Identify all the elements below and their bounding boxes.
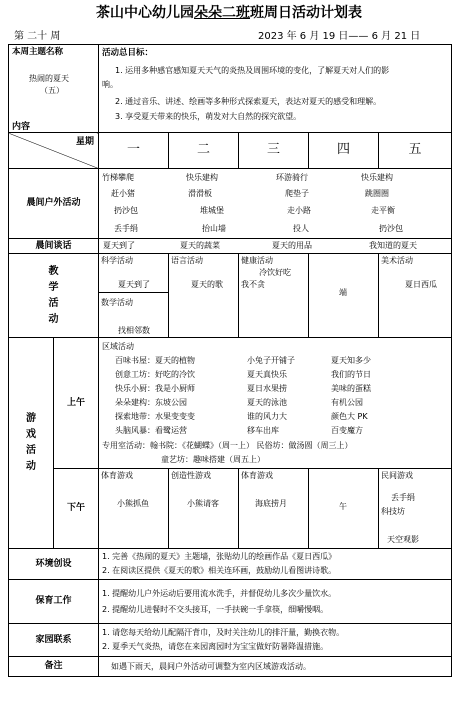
language-content: 夏天的歌 — [191, 280, 223, 289]
area-item: 快乐小厨：我是小厨师 — [115, 384, 195, 393]
goal-item: 1. 运用多种感官感知夏天天气的炎热及周围环境的变化，了解夏天对人们的影 — [115, 66, 390, 75]
kindergarten-name: 茶山中心幼儿园 — [96, 5, 194, 21]
goal-item: 3. 享受夏天带来的快乐，萌发对大自然的探究欲望。 — [115, 112, 302, 121]
family-item: 1. 请您每天给幼儿配隔汗背巾，及时关注幼儿的排汗量，勤换衣物。 — [102, 628, 345, 637]
content-label: 内容 — [12, 121, 31, 132]
activity-item: 竹梯攀爬 — [102, 173, 134, 182]
weekly-plan-table — [8, 44, 452, 677]
page-title — [0, 2, 458, 22]
talk-item: 夏天到了 — [103, 241, 135, 250]
goal-item: 响。 — [102, 80, 118, 89]
afternoon-wednesday — [239, 469, 309, 549]
games-label-char: 戏 — [26, 429, 36, 440]
goals-cell — [99, 45, 452, 133]
morning-label: 上午 — [54, 338, 99, 469]
teaching-wednesday — [239, 254, 309, 338]
thursday-text: 端 — [339, 288, 347, 297]
games-label-char: 活 — [26, 445, 36, 456]
date-range: 2023 年 6 月 19 日—— 6 月 21 日 — [258, 31, 421, 42]
afternoon-game: 午 — [339, 502, 347, 511]
area-item: 创意工坊：好吃的冷饮 — [115, 370, 195, 379]
title-suffix: 班周日活动计划表 — [250, 5, 362, 21]
games-label-char: 动 — [26, 461, 36, 472]
day-friday: 五 — [379, 133, 452, 169]
area-item: 颜色大 PK — [331, 412, 368, 421]
afternoon-friday — [379, 469, 452, 549]
area-item: 探索地带：水果变变变 — [115, 412, 195, 421]
theme-cell — [9, 45, 99, 133]
health-content: 冷饮好吃 — [259, 268, 291, 277]
activity-item: 爬垫子 — [285, 189, 309, 198]
area-item: 头脑风暴：看鹭运营 — [115, 426, 187, 435]
activity-item: 丢手绢 — [114, 224, 138, 233]
art-label: 美术活动 — [381, 256, 413, 265]
activity-item: 快乐建构 — [361, 173, 393, 182]
day-tuesday: 二 — [169, 133, 239, 169]
language-label: 语言活动 — [171, 256, 203, 265]
activity-item: 扔沙包 — [114, 206, 138, 215]
class-name: 朵朵二班 — [194, 5, 250, 21]
area-label: 区域活动 — [102, 342, 134, 351]
day-monday: 一 — [99, 133, 169, 169]
care-item: 1. 提醒幼儿户外运动后要用流水洗手，并督促幼儿多次少量饮水。 — [102, 589, 337, 598]
science-label: 科学活动 — [101, 256, 133, 265]
talk-item: 我知道的夏天 — [369, 241, 417, 250]
talk-item: 夏天的用品 — [272, 241, 312, 250]
activity-item: 滑滑板 — [188, 189, 212, 198]
teaching-label-char: 教 — [48, 265, 59, 277]
morning-talk-cell — [99, 239, 452, 254]
afternoon-game: 科技坊 — [381, 507, 405, 516]
area-item: 小兔子开铺子 — [247, 356, 295, 365]
teaching-label-char: 活 — [48, 297, 59, 309]
teaching-label-char: 动 — [48, 313, 59, 325]
environment-item: 2. 在阅读区提供《夏天的歌》相关连环画，鼓励幼儿看图讲诗歌。 — [102, 566, 337, 575]
environment-label: 环境创设 — [9, 549, 99, 580]
teaching-friday — [379, 254, 452, 338]
remark-content: 如遇下雨天，晨间户外活动可调整为室内区域游戏活动。 — [111, 662, 311, 671]
area-item: 移车出库 — [247, 426, 279, 435]
activity-item: 走平衡 — [371, 206, 395, 215]
afternoon-game: 小熊请客 — [187, 499, 219, 508]
day-wednesday: 三 — [239, 133, 309, 169]
afternoon-monday — [99, 469, 169, 549]
health-content: 我不贪 — [241, 280, 265, 289]
family-label: 家园联系 — [9, 624, 99, 657]
afternoon-game: 丢手绢 — [391, 493, 415, 502]
weekday-label: 星期 — [75, 137, 94, 147]
activity-item: 堆城堡 — [200, 206, 224, 215]
area-item: 美味的蛋糕 — [331, 384, 371, 393]
area-item: 百味书屋：夏天的植物 — [115, 356, 195, 365]
teaching-thursday — [309, 254, 379, 338]
care-cell — [99, 580, 452, 624]
activity-item: 赶小猪 — [111, 189, 135, 198]
theme-label: 本周主题名称 — [12, 47, 64, 57]
area-item: 夏天知多少 — [331, 356, 371, 365]
games-label — [9, 338, 54, 549]
environment-item: 1. 完善《热闹的夏天》主题墙，张贴幼儿的绘画作品《夏日西瓜》 — [102, 552, 337, 561]
goal-item: 2. 通过音乐、讲述、绘画等多种形式探索夏天，表达对夏天的感受和理解。 — [115, 97, 382, 106]
area-item: 有机公园 — [331, 398, 363, 407]
afternoon-game-label: 民间游戏 — [381, 471, 413, 480]
health-label: 健康活动 — [241, 256, 273, 265]
morning-outdoor-cell — [99, 169, 452, 239]
theme-name: 热闹的夏天 — [29, 74, 69, 83]
family-item: 2. 夏季天气炎热，请您在来园离园时为宝宝做好防暑降温措施。 — [102, 642, 329, 651]
afternoon-game-label: 体育游戏 — [101, 471, 133, 480]
afternoon-game-label: 体育游戏 — [241, 471, 273, 480]
afternoon-tuesday — [169, 469, 239, 549]
math-content: 找相邻数 — [118, 326, 150, 335]
area-item: 谁的风力大 — [247, 412, 287, 421]
special-room-activity: 专用室活动：翰书院：《花蝴蝶》（周一上） 民俗坊：做汤圆（周三上） — [102, 441, 353, 450]
area-activity-cell — [99, 338, 452, 469]
remark-cell — [99, 657, 452, 677]
teaching-label-char: 学 — [48, 281, 59, 293]
environment-cell — [99, 549, 452, 580]
cell-divider — [99, 292, 169, 293]
afternoon-label: 下午 — [54, 469, 99, 549]
afternoon-thursday — [309, 469, 379, 549]
afternoon-game: 小熊抓鱼 — [117, 499, 149, 508]
games-label-char: 游 — [26, 413, 36, 424]
activity-item: 跳圈圈 — [365, 189, 389, 198]
care-label: 保育工作 — [9, 580, 99, 624]
activity-item: 投人 — [293, 224, 309, 233]
science-content: 夏天到了 — [118, 280, 150, 289]
math-label: 数学活动 — [101, 298, 133, 307]
area-item: 百变魔方 — [331, 426, 363, 435]
care-item: 2. 提醒幼儿进餐时不交头接耳，一手扶碗一手拿筷，细嚼慢咽。 — [102, 605, 329, 614]
activity-item: 扔沙包 — [379, 224, 403, 233]
talk-item: 夏天的蔬菜 — [180, 241, 220, 250]
area-item: 我们的节日 — [331, 370, 371, 379]
area-item: 夏天真快乐 — [247, 370, 287, 379]
teaching-tuesday — [169, 254, 239, 338]
area-item: 朵朵建构：东坡公园 — [115, 398, 187, 407]
afternoon-game: 海底捞月 — [255, 499, 287, 508]
area-item: 夏日水果捞 — [247, 384, 287, 393]
activity-item: 环游骑行 — [276, 173, 308, 182]
day-thursday: 四 — [309, 133, 379, 169]
weekday-corner — [9, 121, 99, 169]
family-cell — [99, 624, 452, 657]
afternoon-game: 天空观影 — [387, 535, 419, 544]
activity-item: 快乐建构 — [186, 173, 218, 182]
remark-label: 备注 — [9, 657, 99, 677]
goals-label: 活动总目标： — [102, 48, 154, 58]
art-content: 夏日西瓜 — [405, 280, 437, 289]
activity-item: 抬山墙 — [202, 224, 226, 233]
morning-talk-label: 晨间谈话 — [9, 239, 99, 254]
activity-item: 走小路 — [287, 206, 311, 215]
week-label: 第 二十 周 — [14, 31, 61, 42]
teaching-monday — [99, 254, 169, 338]
afternoon-game-label: 创造性游戏 — [171, 471, 211, 480]
morning-outdoor-label: 晨间户外活动 — [9, 169, 99, 239]
teaching-label — [9, 254, 99, 338]
theme-part: （五） — [40, 86, 64, 95]
special-room-activity: 童艺坊：趣味搭建（周五上） — [161, 455, 265, 464]
area-item: 夏天的泳池 — [247, 398, 287, 407]
